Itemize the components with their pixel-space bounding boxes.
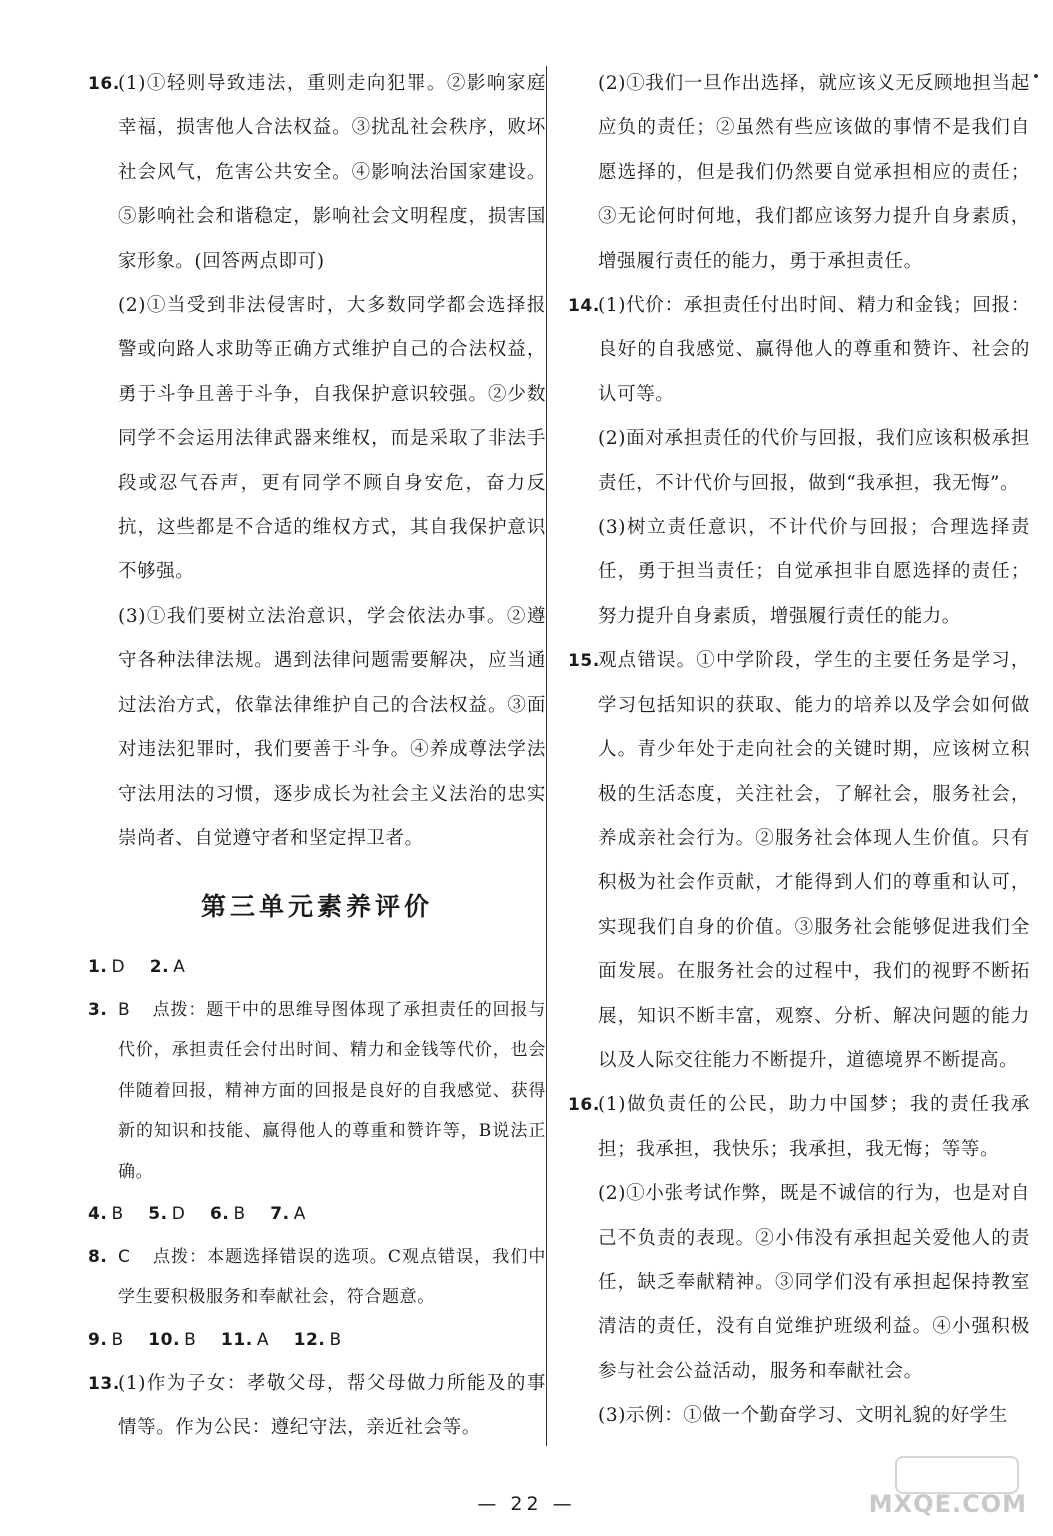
answer-text: (2)①当受到非法侵害时，大多数同学都会选择报警或向路人求助等正确方式维护自己的合法权益，勇于斗争且善于斗争，自我保护意识较强。②少数同学不会运用法律武器来维权，而是采取了非法手段或忍气吞声，更有同学不顾自身安危，奋力反抗，这些都是不合适的维权方式，其自我保护意识不够强。 bbox=[118, 295, 546, 583]
question-number: 10. bbox=[148, 1329, 181, 1350]
watermark-text: MXQE.COM bbox=[868, 1490, 1027, 1518]
answer-text: 观点错误。①中学阶段，学生的主要任务是学习，学习包括知识的获取、能力的培养以及学会如何做人。青少年处于走向社会的关键时期，应该树立积极的生活态度，关注社会，了解社会，服务社会，养成亲社会行为。②服务社会体现人生价值。只有积极为社会作贡献，才能得到人们的尊重和认可，实现我们自身的价值。③服务社会能够促进我们全面发展。在服务社会的过程中，我们的视野不断拓展，知识不断丰富，观察、分析、解决问题的能力以及人际交往能力不断提升，道德境界不断提高。 bbox=[598, 650, 1030, 1071]
margin-dot bbox=[1034, 74, 1038, 78]
answer-text: (1)代价：承担责任付出时间、精力和金钱；回报：良好的自我感觉、赢得他人的尊重和赞许、社会的认可等。 bbox=[598, 295, 1030, 405]
answer-choice: B bbox=[111, 1329, 124, 1350]
answer-text: (1)①轻则导致违法，重则走向犯罪。②影响家庭幸福，损害他人合法权益。③扰乱社会秩序，败坏社会风气，危害公共安全。④影响法治国家建设。⑤影响社会和谐稳定，影响社会文明程度，损害国家形象。(回答两点即可) bbox=[118, 73, 546, 272]
question-number: 6. bbox=[209, 1204, 230, 1225]
hint-text: 点拨：本题选择错误的选项。C观点错误，我们中学生要积极服务和奉献社会，符合题意。 bbox=[118, 1246, 546, 1308]
answer-choice: B bbox=[118, 999, 131, 1020]
question-number: 3. bbox=[88, 999, 108, 1020]
question-16b-part-3 bbox=[568, 1394, 1030, 1438]
question-13-part-1 bbox=[88, 1362, 546, 1451]
answer-text: (2)面对承担责任的代价与回报，我们应该积极承担责任，不计代价与回报，做到“我承担，我无悔”。 bbox=[598, 428, 1030, 494]
answer-text: (2)①我们一旦作出选择，就应该义无反顾地担当起应负的责任；②虽然有些应该做的事情不是我们自愿选择的，但是我们仍然要自觉承担相应的责任；③无论何时何地，我们都应该努力提升自身素质，增强履行责任的能力，勇于承担责任。 bbox=[598, 73, 1030, 272]
answer-choice: B bbox=[111, 1204, 124, 1225]
column-divider bbox=[546, 66, 547, 1446]
question-16b-part-2 bbox=[568, 1172, 1030, 1394]
answer-text: (1)做负责任的公民，助力中国梦；我的责任我承担；我承担，我快乐；我承担，我无悔；等等。 bbox=[598, 1094, 1030, 1160]
answer-choice: B bbox=[184, 1329, 197, 1350]
answer-text: (3)①我们要树立法治意识，学会依法办事。②遵守各种法律法规。遇到法律问题需要解决，应当通过法治方式，依靠法律维护自己的合法权益。③面对违法犯罪时，我们要善于斗争。④养成尊法学法守法用法的习惯，逐步成长为社会主义法治的忠实崇尚者、自觉遵守者和坚定捍卫者。 bbox=[118, 605, 546, 849]
answers-1-2 bbox=[88, 945, 546, 989]
question-number: 11. bbox=[220, 1329, 253, 1350]
question-number: 14. bbox=[568, 296, 600, 317]
question-number: 13. bbox=[88, 1374, 120, 1395]
question-16-part-1 bbox=[88, 62, 546, 284]
answer-text: (3)树立责任意识，不计代价与回报；合理选择责任，勇于担当责任；自觉承担非自愿选择的责任；努力提升自身素质，增强履行责任的能力。 bbox=[598, 517, 1030, 627]
question-15-answer bbox=[568, 639, 1030, 1083]
question-number: 7. bbox=[270, 1204, 290, 1225]
answer-choice: A bbox=[256, 1329, 270, 1350]
question-16-part-3 bbox=[88, 595, 546, 861]
answer-choice: A bbox=[173, 957, 186, 978]
page-number: — 22 — bbox=[477, 1493, 576, 1515]
answer-choice: C bbox=[118, 1246, 131, 1267]
question-number: 8. bbox=[88, 1246, 108, 1267]
question-3-answer bbox=[88, 990, 546, 1193]
question-number: 9. bbox=[88, 1329, 108, 1350]
question-number: 5. bbox=[148, 1204, 168, 1225]
answers-9-12 bbox=[88, 1318, 546, 1362]
question-number: 1. bbox=[88, 957, 108, 978]
question-number: 2. bbox=[149, 957, 170, 978]
question-number: 4. bbox=[88, 1204, 108, 1225]
watermark-logo-icon bbox=[895, 1456, 1019, 1494]
question-16b-part-1 bbox=[568, 1083, 1030, 1172]
answer-choice: D bbox=[111, 957, 126, 978]
question-number: 16. bbox=[88, 74, 120, 94]
question-14-part-1 bbox=[568, 284, 1030, 417]
answer-choice: A bbox=[293, 1204, 306, 1225]
answer-choice: B bbox=[233, 1204, 246, 1225]
answer-text: (1)作为子女：孝敬父母，帮父母做力所能及的事情等。作为公民：遵纪守法，亲近社会等。 bbox=[118, 1373, 546, 1439]
question-number: 15. bbox=[568, 651, 600, 672]
answer-text: (3)示例：①做一个勤奋学习、文明礼貌的好学生 bbox=[598, 1405, 1009, 1427]
answer-choice: D bbox=[171, 1204, 186, 1225]
question-number: 12. bbox=[293, 1329, 326, 1350]
question-16-part-2 bbox=[88, 284, 546, 595]
right-column bbox=[568, 62, 1030, 1439]
answers-4-7 bbox=[88, 1192, 546, 1236]
question-14-part-3 bbox=[568, 506, 1030, 639]
question-number: 16. bbox=[568, 1095, 600, 1116]
left-column bbox=[88, 62, 546, 1451]
answer-text: (2)①小张考试作弊，既是不诚信的行为，也是对自己不负责的表现。②小伟没有承担起关爱他人的责任，缺乏奉献精神。③同学们没有承担起保持教室清洁的责任，没有自觉维护班级利益。④小强积极参与社会公益活动，服务和奉献社会。 bbox=[598, 1183, 1030, 1382]
section-heading: 第三单元素养评价 bbox=[200, 892, 433, 922]
watermark bbox=[827, 1456, 1027, 1518]
question-14-part-2 bbox=[568, 417, 1030, 506]
question-8-answer bbox=[88, 1237, 546, 1318]
hint-text: 点拨：题干中的思维导图体现了承担责任的回报与代价，承担责任会付出时间、精力和金钱等代价，也会伴随着回报，精神方面的回报是良好的自我感觉、获得新的知识和技能、赢得他人的尊重和赞许等，B说法正确。 bbox=[118, 999, 546, 1182]
question-13-part-2 bbox=[568, 62, 1030, 284]
answer-choice: B bbox=[329, 1329, 342, 1350]
